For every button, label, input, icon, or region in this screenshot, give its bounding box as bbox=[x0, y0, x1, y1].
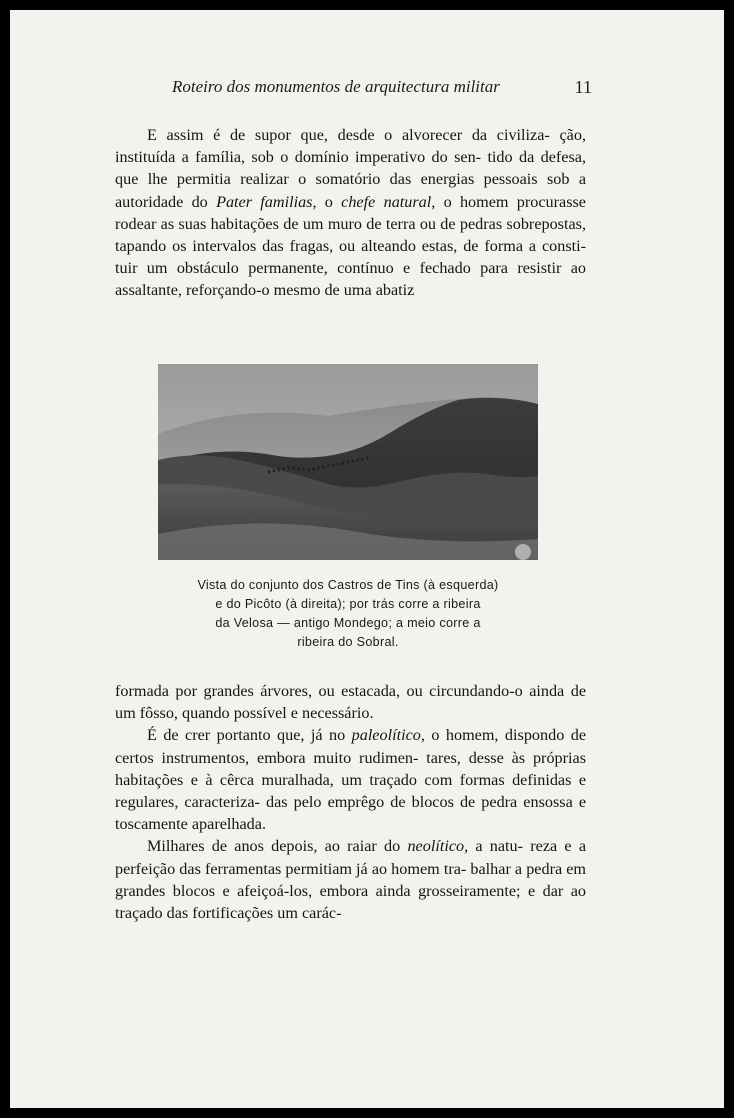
italic-term: natural, bbox=[383, 192, 436, 211]
italic-term: Pater familias bbox=[216, 192, 313, 211]
text-line: aparelhada. bbox=[191, 815, 266, 834]
text-line: ção, instituída a família, sob o domínio imperativo do sen- bbox=[115, 126, 587, 167]
landscape-photo bbox=[158, 364, 538, 560]
text-line: , o bbox=[312, 192, 342, 211]
paragraph bbox=[115, 124, 586, 302]
text-line: a natu- bbox=[468, 837, 524, 856]
italic-term: neolítico, bbox=[407, 837, 469, 856]
text-line: E assim é de supor que, desde o alvorecer da civiliza- bbox=[147, 126, 550, 144]
caption-line: da Velosa — antigo Mondego; a meio corre a bbox=[215, 616, 481, 630]
paragraph bbox=[115, 724, 586, 835]
text-line: grosseiramente; e dar ao traçado das fortificações um carác- bbox=[115, 881, 586, 923]
text-line: tares, desse às próprias habitações e à cêrca muralhada, bbox=[115, 748, 586, 789]
text-line: o homem procurasse rodear as suas habitações de bbox=[115, 192, 586, 233]
text-line: resistir ao assaltante, reforçando-o mesmo de uma abatiz bbox=[115, 259, 586, 300]
rock bbox=[515, 544, 531, 560]
text-line: formada por grandes árvores, ou estacada, ou circundando-o bbox=[115, 682, 523, 700]
text-line: dispondo de certos instrumentos, embora muito rudimen- bbox=[115, 726, 586, 767]
italic-term: paleolítico, bbox=[351, 726, 425, 745]
paragraph-top bbox=[115, 124, 586, 302]
caption-line: Vista do conjunto dos Castros de Tins (à esquerda) bbox=[197, 578, 499, 592]
paragraph-bottom bbox=[115, 680, 586, 924]
hills-illustration bbox=[158, 364, 538, 560]
text-line: um traçado com formas definidas e regulares, caracteriza- bbox=[115, 770, 586, 812]
running-header bbox=[172, 77, 592, 101]
italic-term: chefe bbox=[341, 192, 376, 211]
running-title: Roteiro dos monumentos de arquitectura militar bbox=[172, 77, 500, 96]
paragraph bbox=[115, 680, 586, 724]
text-line: tuir um obstáculo permanente, contínuo e fechado para bbox=[115, 259, 508, 278]
page-number: 11 bbox=[574, 77, 592, 97]
text-line: um muro de terra ou de pedras sobrepostas, tapando os bbox=[115, 214, 587, 256]
text-line: o homem, bbox=[424, 726, 499, 745]
caption-line: e do Picôto (à direita); por trás corre a ribeira bbox=[215, 597, 481, 611]
text-line: energias pessoais sob a autoridade do bbox=[115, 170, 587, 211]
text-line: ainda de um fôsso, quando possível e necessário. bbox=[115, 682, 587, 723]
text-line: intervalos das fragas, ou alteando estas, de forma a consti- bbox=[192, 237, 586, 256]
text-line: tido da defesa, que lhe permitia realizar o somatório das bbox=[115, 148, 587, 189]
text-line: É de crer portanto que, já no bbox=[147, 726, 352, 745]
text-line: das pelo emprêgo de blocos de pedra ensossa e toscamente bbox=[115, 793, 587, 834]
text-line: balhar a pedra em grandes blocos e afeiçoá-los, embora ainda bbox=[115, 859, 587, 900]
figure-caption bbox=[152, 576, 544, 652]
text-line: Milhares de anos depois, ao raiar do bbox=[147, 837, 408, 856]
caption-line: ribeira do Sobral. bbox=[297, 635, 399, 649]
text-line: reza e a perfeição das ferramentas permitiam já ao homem tra- bbox=[115, 837, 586, 878]
paragraph bbox=[115, 835, 586, 924]
